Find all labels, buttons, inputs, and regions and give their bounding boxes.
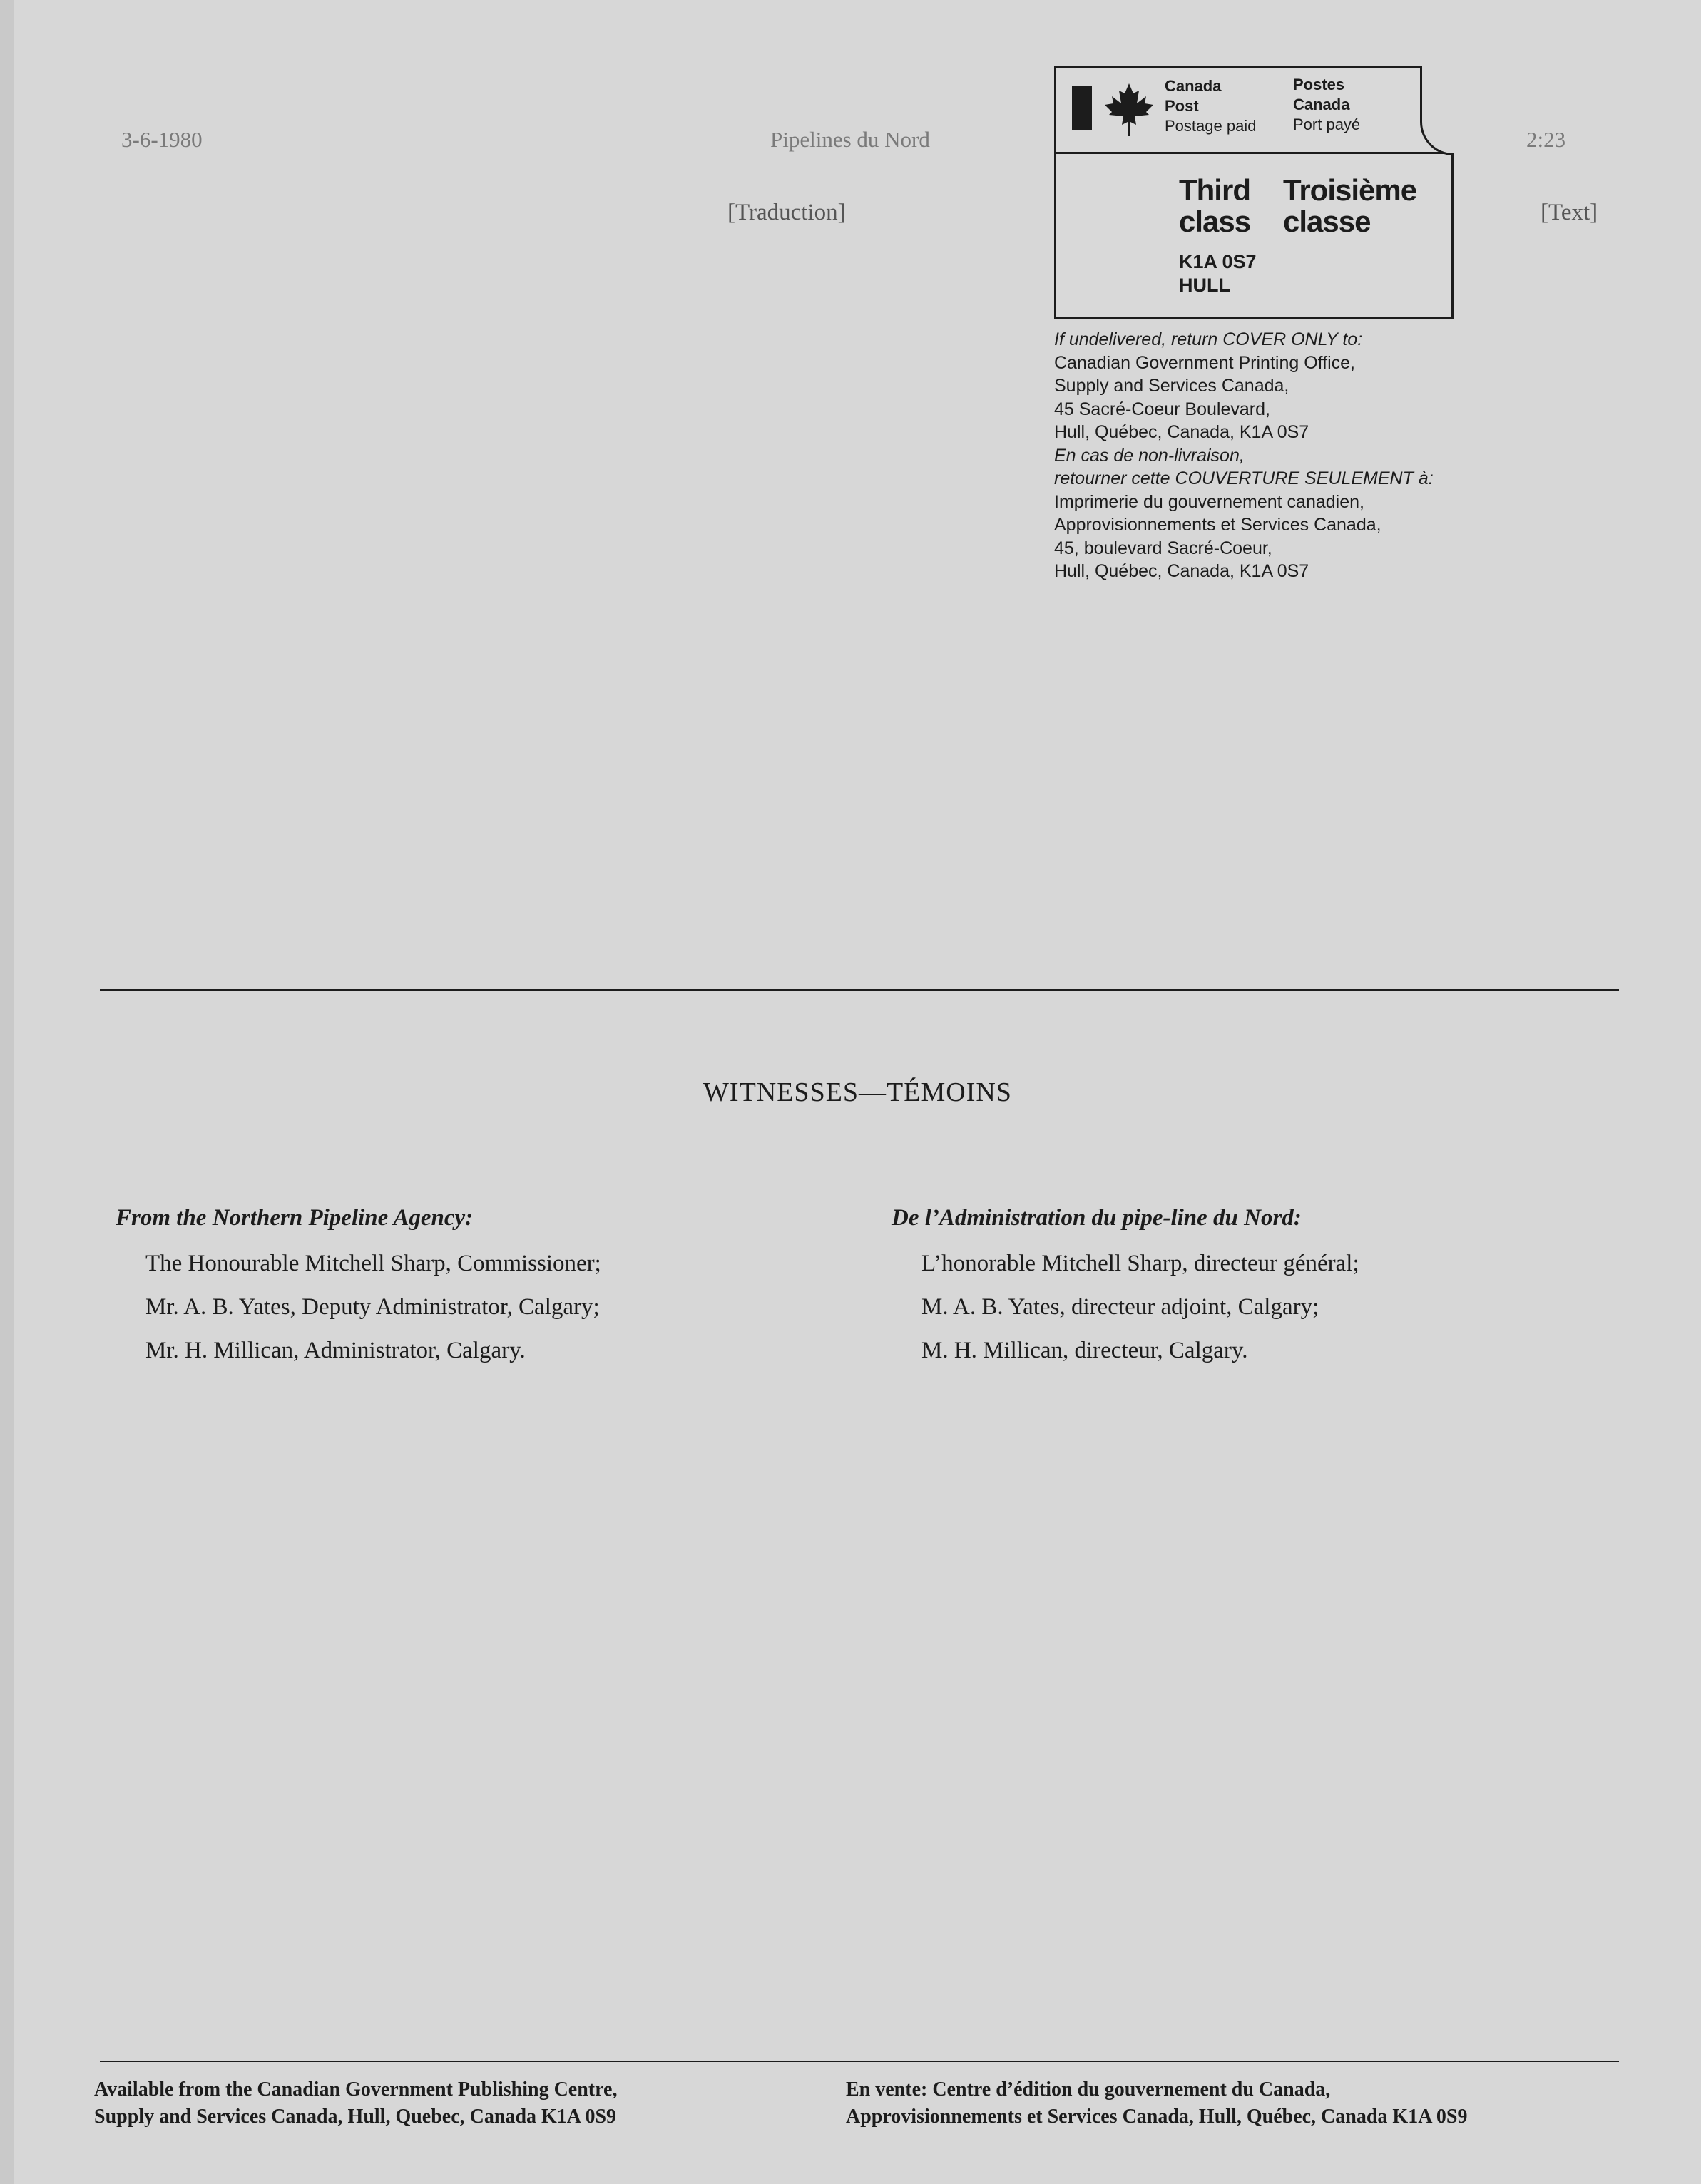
witness-fr: M. A. B. Yates, directeur adjoint, Calgary; xyxy=(921,1294,1319,1320)
return-instruction-fr-1: En cas de non-livraison, xyxy=(1054,445,1245,466)
return-line-fr: Imprimerie du gouvernement canadien, xyxy=(1054,491,1364,512)
postage-header xyxy=(1056,68,1451,154)
postal-city: HULL xyxy=(1179,275,1230,296)
canada-post-canada: Canada xyxy=(1165,77,1222,95)
return-instruction-en: If undelivered, return COVER ONLY to: xyxy=(1054,329,1363,349)
ghost-running-head: Pipelines du Nord xyxy=(770,127,930,152)
postal-code: K1A 0S7 xyxy=(1179,251,1257,272)
witnesses-title: WITNESSES—TÉMOINS xyxy=(703,1077,1012,1107)
third-class xyxy=(1179,175,1250,237)
return-address xyxy=(1054,328,1482,583)
port-paye: Port payé xyxy=(1293,116,1361,133)
witnesses-en xyxy=(116,1205,601,1380)
footer-fr-line2: Approvisionnements et Services Canada, Hull, Québec, Canada K1A 0S9 xyxy=(846,2106,1468,2128)
return-line-en: 45 Sacré-Coeur Boulevard, xyxy=(1054,399,1270,419)
class-word: class xyxy=(1179,205,1251,238)
return-line-fr: Hull, Québec, Canada, K1A 0S7 xyxy=(1054,561,1309,581)
postage-paid: Postage paid xyxy=(1165,117,1257,135)
return-instruction-fr-2: retourner cette COUVERTURE SEULEMENT à: xyxy=(1054,468,1434,488)
troisieme-classe xyxy=(1283,175,1416,237)
postes-canada-label: Canada xyxy=(1293,96,1350,113)
return-line-en: Supply and Services Canada, xyxy=(1054,376,1289,396)
witness-en: The Honourable Mitchell Sharp, Commissioner; xyxy=(145,1251,601,1276)
troisieme-word: Troisième xyxy=(1283,173,1417,207)
witnesses-en-heading: From the Northern Pipeline Agency: xyxy=(116,1205,474,1231)
classe-word: classe xyxy=(1283,205,1371,238)
witness-en: Mr. A. B. Yates, Deputy Administrator, Calgary; xyxy=(145,1294,600,1320)
canada-post-post: Post xyxy=(1165,97,1199,115)
canada-post xyxy=(1165,76,1256,136)
ghost-column-left xyxy=(100,235,870,1184)
third-word: Third xyxy=(1179,173,1250,207)
return-line-fr: 45, boulevard Sacré-Coeur, xyxy=(1054,538,1272,558)
witness-fr: L’honorable Mitchell Sharp, directeur général; xyxy=(921,1251,1359,1276)
witness-en: Mr. H. Millican, Administrator, Calgary. xyxy=(145,1338,526,1363)
footer-en-line2: Supply and Services Canada, Hull, Quebec, Canada K1A 0S9 xyxy=(94,2106,617,2128)
maple-leaf-icon xyxy=(1103,82,1155,138)
footer-fr-line1: En vente: Centre d’édition du gouvernement du Canada, xyxy=(846,2078,1331,2101)
flag-bar xyxy=(1072,86,1092,130)
mailing-label xyxy=(1054,66,1454,319)
witnesses-fr xyxy=(892,1205,1359,1380)
return-line-fr: Approvisionnements et Services Canada, xyxy=(1054,515,1381,535)
footer-fr xyxy=(846,2076,1467,2131)
witness-fr: M. H. Millican, directeur, Calgary. xyxy=(921,1338,1248,1363)
page xyxy=(14,0,1701,2184)
ghost-column-lower-left xyxy=(100,1455,870,1897)
ghost-page-number: 2:23 xyxy=(1526,127,1566,152)
return-line-en: Canadian Government Printing Office, xyxy=(1054,352,1355,373)
witnesses-fr-heading: De l’Administration du pipe-line du Nord: xyxy=(892,1205,1302,1231)
footer-en-line1: Available from the Canadian Government Publishing Centre, xyxy=(94,2078,618,2101)
ghost-column-lower-right xyxy=(899,1462,1669,1861)
text-tag: [Text] xyxy=(1541,200,1598,225)
footer-en xyxy=(94,2076,617,2131)
ghost-date: 3-6-1980 xyxy=(121,127,203,152)
label-corner xyxy=(1420,66,1454,155)
translation-tag: [Traduction] xyxy=(727,200,846,225)
section-rule-top xyxy=(100,989,1619,991)
postes-label: Postes xyxy=(1293,76,1345,93)
postal-code-block xyxy=(1179,250,1257,297)
return-line-en: Hull, Québec, Canada, K1A 0S7 xyxy=(1054,422,1309,442)
section-rule-bottom xyxy=(100,2061,1619,2062)
postes-canada xyxy=(1293,75,1360,135)
